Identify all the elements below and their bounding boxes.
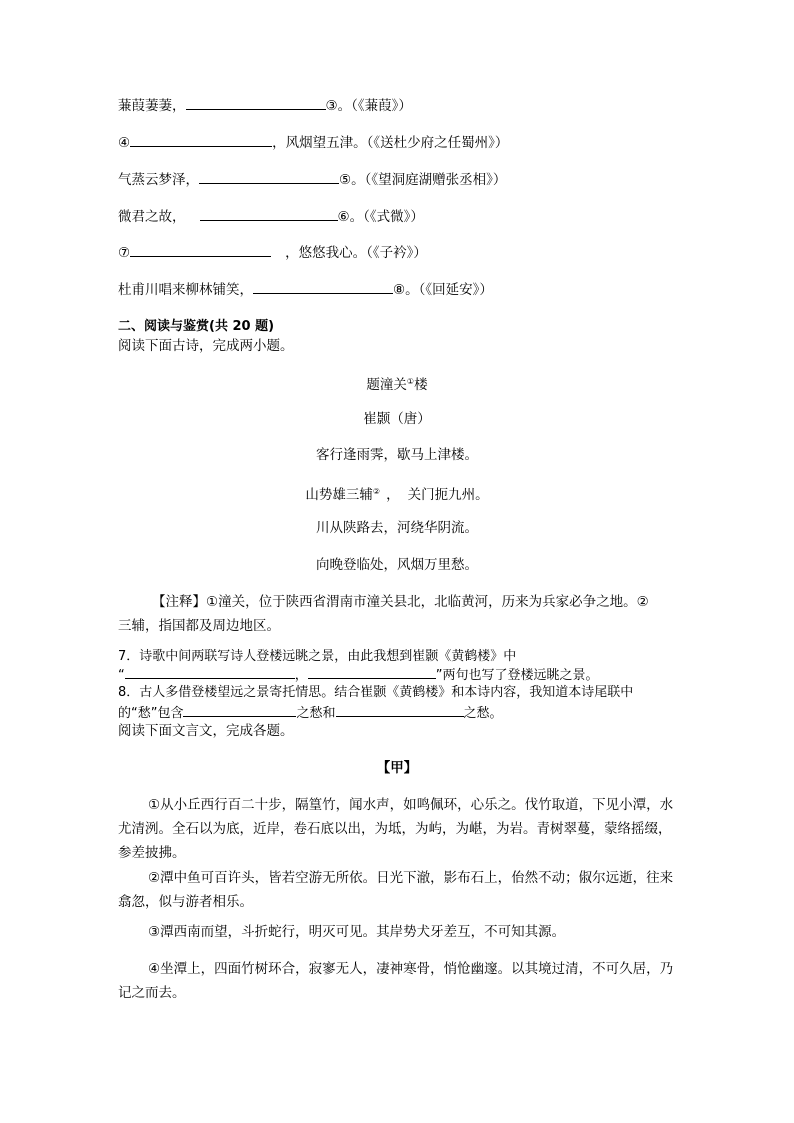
annotation-line-2: 三辅，指国都及周边地区。 (118, 618, 280, 634)
poem-author: 崔颢（唐） (363, 411, 431, 427)
question-7: 7．诗歌中间两联写诗人登楼远眺之景，由此我想到崔颢《黄鹤楼》中 (118, 649, 517, 664)
question-8: 8．古人多借登楼望远之景寄托情思。结合崔颢《黄鹤楼》和本诗内容，我知道本诗尾联中 (118, 685, 634, 700)
fill-line-text: 微君之故， (118, 209, 186, 225)
poem-line-3: 川从陕路去，河绕华阴流。 (316, 520, 478, 536)
fill-line-5 (118, 170, 506, 189)
fill-line-source: ⑥。（《式微》） (337, 209, 424, 225)
fill-line-text: ⑦ (118, 245, 131, 261)
footnote-marker: ② (372, 487, 381, 496)
answer-blank[interactable] (336, 703, 464, 717)
footnote-marker: ① (406, 377, 415, 386)
passage-intro: 阅读下面文言文，完成各题。 (118, 723, 294, 739)
fill-line-source: ，悠悠我心。（《子衿》） (285, 245, 427, 261)
passage-paragraph-1: ①从小丘西行百二十步，隔篁竹，闻水声，如鸣佩环，心乐之。伐竹取道，下见小潭，水尤清洌。全石以为底，近岸，卷石底以出，为坻，为屿，为嵁，为岩。青树翠蔓，蒙络摇缀，参差披拂。 (118, 797, 674, 861)
poem-title: 题潼关①楼 (366, 377, 428, 393)
question-7-blanks: “ ， ”两句也写了登楼远眺之景。 (118, 665, 599, 685)
annotation-line-1: 【注释】①潼关，位于陕西省渭南市潼关县北，北临黄河，历来为兵家必争之地。② (152, 594, 649, 610)
answer-blank[interactable] (308, 665, 436, 679)
answer-blank[interactable] (130, 243, 271, 257)
passage-paragraph-2: ②潭中鱼可百许头，皆若空游无所依。日光下澈，影布石上，佁然不动；俶尔远逝，往来翕忽，似与游者相乐。 (118, 870, 674, 910)
fill-line-4 (118, 133, 508, 152)
passage-paragraph-4: ④坐潭上，四面竹树环合，寂寥无人，凄神寒骨，悄怆幽邃。以其境过清，不可久居，乃记之而去。 (118, 961, 674, 1001)
answer-blank[interactable] (186, 96, 326, 110)
answer-blank[interactable] (199, 170, 339, 184)
fill-line-6 (118, 207, 424, 226)
fill-line-text: 气蒸云梦泽， (118, 172, 199, 188)
answer-blank[interactable] (125, 665, 295, 679)
answer-blank[interactable] (253, 280, 393, 294)
fill-line-3 (118, 96, 412, 115)
section-intro: 阅读下面古诗，完成两小题。 (118, 338, 294, 354)
poem-line-1: 客行逢雨霁，歇马上津楼。 (316, 447, 478, 463)
fill-line-7 (118, 243, 427, 262)
question-8-blanks: 的“愁”包含 之愁和 之愁。 (118, 703, 503, 723)
fill-line-text: 蒹葭萋萋， (118, 98, 186, 114)
fill-line-text: ④ (118, 135, 131, 151)
fill-line-source: ⑧。（《回延安》） (393, 282, 493, 298)
passage-label: 【甲】 (376, 760, 418, 776)
fill-line-source: ⑤。（《望洞庭湖赠张丞相》） (339, 172, 507, 188)
poem-line-2: 山势雄三辅② ， 关门扼九州。 (305, 487, 489, 503)
poem-line-4: 向晚登临处，风烟万里愁。 (316, 557, 478, 573)
fill-line-source: ③。（《蒹葭》） (325, 98, 412, 114)
answer-blank[interactable] (200, 207, 338, 221)
fill-line-source: ，风烟望五津。（《送杜少府之任蜀州》） (272, 135, 509, 151)
answer-blank[interactable] (130, 133, 272, 147)
section-heading: 二、阅读与鉴赏(共 20 题) (118, 319, 275, 334)
fill-line-8 (118, 280, 493, 299)
answer-blank[interactable] (183, 703, 296, 717)
fill-line-text: 杜甫川唱来柳林铺笑， (118, 282, 253, 298)
passage-paragraph-3: ③潭西南而望，斗折蛇行，明灭可见。其岸势犬牙差互，不可知其源。 (148, 924, 566, 940)
